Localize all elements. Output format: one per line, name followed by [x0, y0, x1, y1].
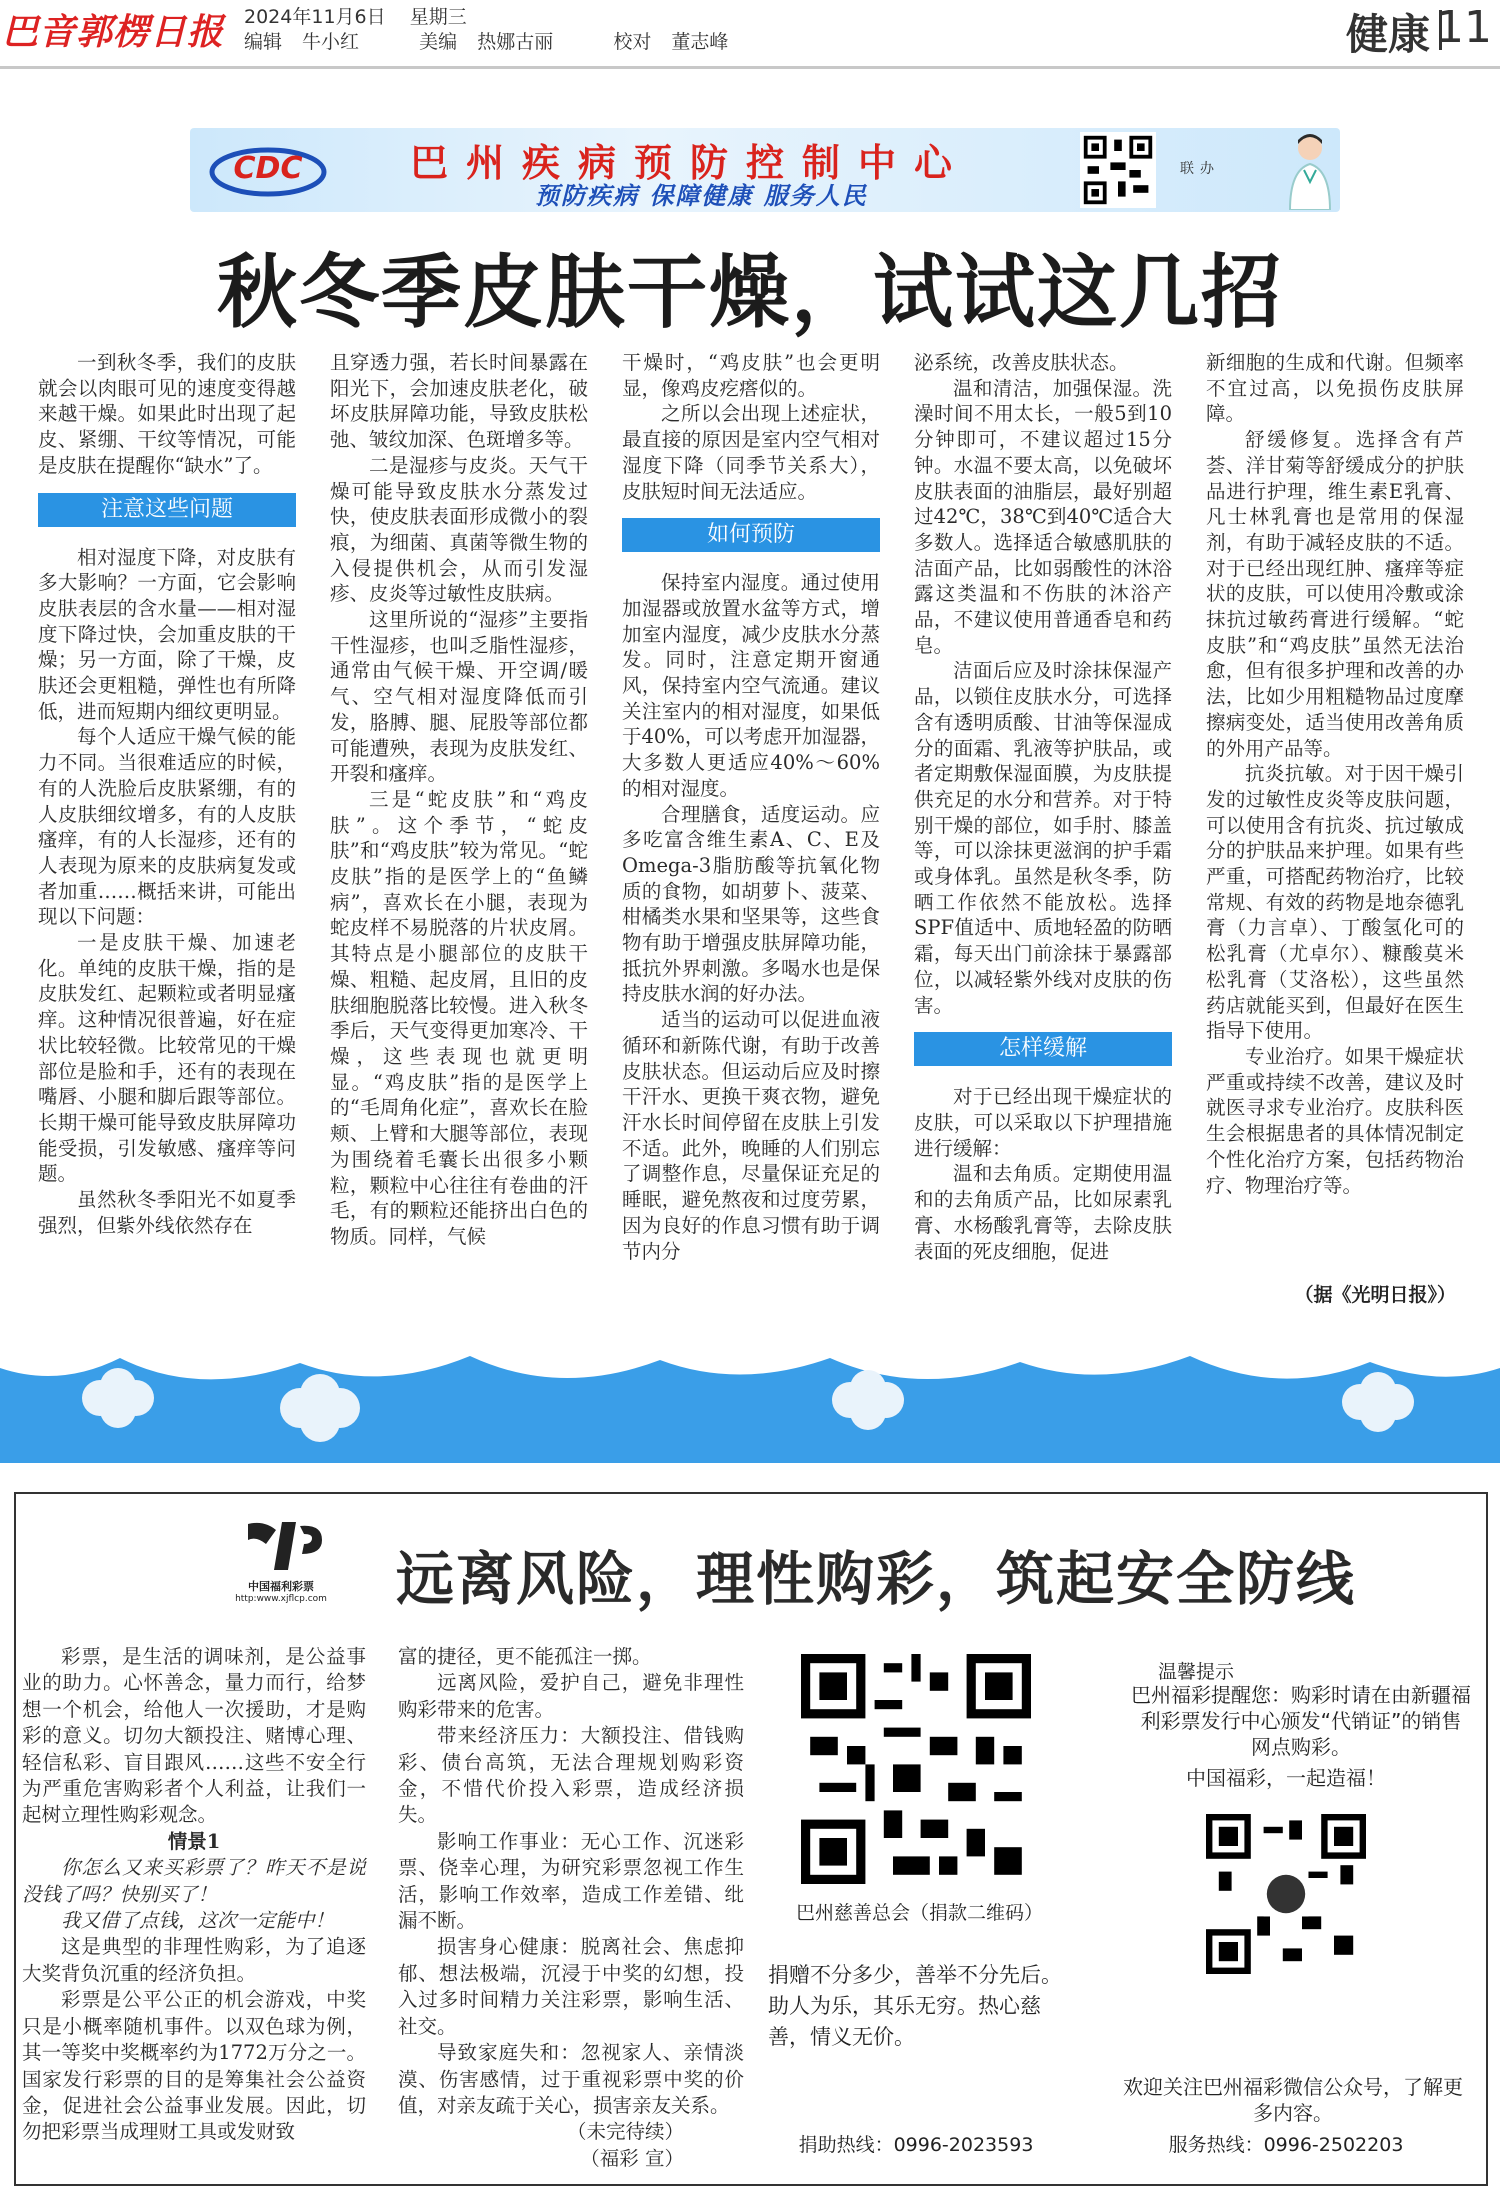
notice-title: 温馨提示: [1157, 1661, 1234, 1683]
paragraph: 舒缓修复。选择含有芦荟、洋甘菊等舒缓成分的护肤品进行护理，维生素E乳膏、凡士林乳膏也是常用的保湿剂，有助于减轻皮肤的不适。对于已经出现红肿、瘙痒等症状的皮肤，可以使用冷敷或涂抹抗过敏药膏进行缓解。“蛇皮肤”和“鸡皮肤”虽然无法治愈，但有很多护理和改善的办法，比如少用粗糙物品过度摩擦病变处，适当使用改善角质的外用产品等。: [1206, 428, 1464, 760]
lottery-logo-icon: [226, 1516, 336, 1576]
service-hotline: 服务热线：0996-2502203: [1168, 2134, 1404, 2156]
article-column-4: [914, 350, 1172, 1264]
paragraph: 泌系统，改善皮肤状态。: [914, 351, 1129, 374]
qr-code-icon: [1080, 132, 1156, 208]
source-credit: （据《光明日报》）: [1294, 1284, 1456, 1306]
nurse-illustration-icon: [1280, 130, 1340, 210]
paragraph: 对于已经出现干燥症状的皮肤，可以采取以下护理措施进行缓解：: [914, 1085, 1172, 1160]
issue-date: 2024年11月6日 星期三: [244, 6, 467, 28]
cloud-decoration: [0, 1328, 1500, 1463]
notice-slogan: 中国福彩，一起造福！: [1186, 1766, 1386, 1790]
paragraph: 影响工作事业：无心工作、沉迷彩票、侥幸心理，为研究彩票忽视工作生活，影响工作效率，造成工作差错、纰漏不断。: [398, 1829, 744, 1933]
donation-slogan: 捐赠不分多少，善举不分先后。助人为乐，其乐无穷。热心慈善，情义无价。: [768, 1963, 1062, 2049]
co-host-tag: 联办: [1180, 161, 1220, 177]
paragraph: 温和清洁，加强保湿。洗澡时间不用太长，一般5到10分钟即可，不建议超过15分钟。水温不要太高，以免破坏皮肤表面的油脂层，最好别超过42℃，38℃到40℃适合大多数人。选择适合敏感肌肤的洁面产品，比如弱酸性的沐浴露这类温和不伤肤的沐浴产品，不建议使用普通香皂和药皂。: [914, 376, 1172, 657]
paragraph: 这是典型的非理性购彩，为了追逐大奖背负沉重的经济负担。: [22, 1935, 366, 1985]
paragraph: 专业治疗。如果干燥症状严重或持续不改善，建议及时就医寻求专业治疗。皮肤科医生会根据患者的具体情况制定个性化治疗方案，包括药物治疗、物理治疗等。: [1206, 1044, 1464, 1197]
to-be-continued: （未完待续）: [566, 2120, 684, 2144]
wechat-qr-code-icon: [1206, 1814, 1366, 1974]
newspaper-logo: 巴音郭楞日报: [2, 11, 225, 53]
paragraph: 每个人适应干燥气候的能力不同。当很难适应的时候，有的人洗脸后皮肤紧绷，有的人皮肤细纹增多，有的人皮肤瘙痒，有的人长湿疹，还有的人表现为原来的皮肤病复发或者加重……概括来讲，可能出现以下问题：: [38, 725, 296, 929]
wechat-follow-text: 欢迎关注巴州福彩微信公众号，了解更多内容。: [1123, 2075, 1463, 2125]
welfare-lottery-logo: [226, 1516, 336, 1606]
donation-qr-code-icon: [801, 1654, 1031, 1884]
page-number: 11: [1436, 2, 1492, 53]
cdc-logo-icon: [208, 138, 328, 198]
subheading: 如何预防: [622, 518, 880, 552]
banner-slogan: 预防疾病 保障健康 服务人民: [535, 182, 868, 210]
paragraph: 相对湿度下降，对皮肤有多大影响？一方面，它会影响皮肤表层的含水量——相对湿度下降过快，会加重皮肤的干燥；另一方面，除了干燥，皮肤还会更粗糙，弹性也有所降低，进而短期内细纹更明显。: [38, 545, 296, 723]
article-column-2: [330, 350, 588, 1250]
paragraph: 远离风险，爱护自己，避免非理性购彩带来的危害。: [398, 1671, 744, 1721]
paragraph: 这里所说的“湿疹”主要指干性湿疹，也叫乏脂性湿疹，通常由气候干燥、开空调/暖气、空气相对湿度降低而引发，胳膊、腿、屁股等部位都可能遭殃，表现为皮肤发红、开裂和瘙痒。: [330, 608, 588, 786]
paragraph: 合理膳食，适度运动。应多吃富含维生素A、C、E及Omega-3脂肪酸等抗氧化物质的食物，如胡萝卜、菠菜、柑橘类水果和坚果等，这些食物有助于增强皮肤屏障功能，抵抗外界刺激。多喝水也是保持皮肤水润的好办法。: [622, 802, 880, 1006]
paragraph: 彩票，是生活的调味剂，是公益事业的助力。心怀善念，量力而行，给梦想一个机会，给他人一次援助，才是购彩的意义。切勿大额投注、赌博心理、轻信私彩、盲目跟风……这些不安全行为严重危害购彩者个人利益，让我们一起树立理性购彩观念。: [22, 1645, 366, 1827]
paragraph: 温和去角质。定期使用温和的去角质产品，比如尿素乳膏、水杨酸乳膏等，去除皮肤表面的死皮细胞，促进: [914, 1162, 1172, 1263]
lottery-headline: 远离风险，理性购彩，筑起安全防线: [396, 1545, 1357, 1613]
paragraph: 导致家庭失和：忽视家人、亲情淡漠、伤害感情，过于重视彩票中奖的价值，对亲友疏于关心，损害亲友关系。: [398, 2041, 744, 2117]
lottery-ad: [14, 1492, 1488, 2186]
paragraph: 保持室内湿度。通过使用加湿器或放置水盆等方式，增加室内湿度，减少皮肤水分蒸发。同时，注意定期开窗通风，保持室内空气流通。建议关注室内的相对湿度，如果低于40%，可以考虑开加湿器，大多数人更适应40%～60%的相对湿度。: [622, 571, 880, 800]
notice-body: 巴州福彩提醒您：购彩时请在由新疆福利彩票发行中心颁发“代销证”的销售网点购彩。: [1131, 1683, 1471, 1759]
article-column-3: [622, 350, 880, 1264]
article-column-5: [1206, 350, 1464, 1198]
paragraph: 带来经济压力：大额投注、借钱购彩、债台高筑，无法合理规划购彩资金，不惜代价投入彩票，造成经济损失。: [398, 1724, 744, 1827]
paragraph: 洁面后应及时涂抹保湿产品，以锁住皮肤水分，可选择含有透明质酸、甘油等保湿成分的面霜、乳液等护肤品，或者定期敷保湿面膜，为皮肤提供充足的水分和营养。对于特别干燥的部位，如手肘、膝盖等，可以涂抹更滋润的护手霜或身体乳。虽然是秋冬季，防晒工作依然不能放松。选择SPF值适中、质地轻盈的防晒霜，每天出门前涂抹于暴露部位，以减轻紫外线对皮肤的伤害。: [914, 659, 1172, 1017]
paragraph: 之所以会出现上述症状，最直接的原因是室内空气相对湿度下降（同季节关系大），皮肤短时间无法适应。: [622, 402, 880, 503]
dialogue-line: 我又借了点钱，这次一定能中！: [61, 1909, 335, 1933]
paragraph: 适当的运动可以促进血液循环和新陈代谢，有助于改善皮肤状态。但运动后应及时擦干汗水、更换干爽衣物，避免汗水长时间停留在皮肤上引发不适。此外，晚睡的人们别忘了调整作息，尽量保证充足的睡眠，避免熬夜和过度劳累，因为良好的作息习惯有助于调节内分: [622, 1008, 880, 1263]
paragraph: 新细胞的生成和代谢。但频率不宜过高，以免损伤皮肤屏障。: [1206, 351, 1464, 426]
logo-url: http:www.xjflcp.com: [235, 1594, 327, 1604]
paragraph: 且穿透力强，若长时间暴露在阳光下，会加速皮肤老化，破坏皮肤屏障功能，导致皮肤松弛、皱纹加深、色斑增多等。: [330, 351, 588, 452]
paragraph: 一是皮肤干燥、加速老化。单纯的皮肤干燥，指的是皮肤发红、起颗粒或者明显瘙痒。这种情况很普遍，好在症状比较轻微。比较常见的干燥部位是脸和手，还有的表现在嘴唇、小腿和脚后跟等部位。长期干燥可能导致皮肤屏障功能受损，引发敏感、瘙痒等问题。: [38, 931, 296, 1186]
article-column-1: [38, 350, 296, 1239]
paragraph: 损害身心健康：脱离社会、焦虑抑郁、想法极端，沉浸于中奖的幻想，投入过多时间精力关注彩票，影响生活、社交。: [398, 1935, 744, 2038]
donation-qr-caption: 巴州慈善总会（捐款二维码）: [796, 1902, 1044, 1924]
dialogue-line: 你怎么又来买彩票了？昨天不是说没钱了吗？快别买了！: [22, 1856, 366, 1906]
subheading: 怎样缓解: [914, 1032, 1172, 1066]
paragraph: 二是湿疹与皮炎。天气干燥可能导致皮肤水分蒸发过快，使皮肤表面形成微小的裂痕，为细菌、真菌等微生物的入侵提供机会，从而引发湿疹、皮炎等过敏性皮肤病。: [330, 453, 588, 606]
article-headline: 秋冬季皮肤干燥，试试这几招: [217, 246, 1283, 339]
logo-caption: 中国福利彩票: [248, 1580, 314, 1593]
subheading: 注意这些问题: [38, 493, 296, 527]
paragraph: 干燥时，“鸡皮肤”也会更明显，像鸡皮疙瘩似的。: [622, 351, 880, 400]
scene-heading: 情景1: [167, 1829, 221, 1853]
donation-hotline: 捐助热线：0996-2023593: [798, 2134, 1034, 2156]
paragraph: 一到秋冬季，我们的皮肤就会以肉眼可见的速度变得越来越干燥。如果此时出现了起皮、紧绷、干纹等情况，可能是皮肤在提醒你“缺水”了。: [38, 351, 296, 477]
section-name: 健康: [1345, 10, 1430, 59]
paragraph: 三是“蛇皮肤”和“鸡皮肤”。这个季节，“蛇皮肤”和“鸡皮肤”较为常见。“蛇皮肤”指的是医学上的“鱼鳞病”，喜欢长在小腿，表现为蛇皮样不易脱落的片状皮屑。其特点是小腿部位的皮肤干燥、粗糙、起皮屑，且旧的皮肤细胞脱落比较慢。进入秋冬季后，天气变得更加寒冷、干燥，这些表现也就更明显。“鸡皮肤”指的是医学上的“毛周角化症”，喜欢长在脸颊、上臂和大腿等部位，表现为围绕着毛囊长出很多小颗粒，颗粒中心往往有卷曲的汗毛，有的颗粒还能挤出白色的物质。同样，气候: [330, 787, 588, 1248]
staff-credits: 编辑 牛小红 美编 热娜古丽 校对 董志峰: [244, 31, 729, 53]
paragraph: 富的捷径，更不能孤注一掷。: [398, 1645, 652, 1668]
paragraph: 抗炎抗敏。对于因干燥引发的过敏性皮炎等皮肤问题，可以使用含有抗炎、抗过敏成分的护肤品来护理。如果有些严重，可搭配药物治疗，比较常规、有效的药物是地奈德乳膏（力言卓）、丁酸氢化可的松乳膏（尤卓尔）、糠酸莫米松乳膏（艾洛松），这些虽然药店就能买到，但最好在医生指导下使用。: [1206, 762, 1464, 1043]
lottery-column-1: [22, 1644, 366, 2146]
masthead: [0, 0, 1500, 69]
svg-text:CDC: CDC: [233, 151, 303, 186]
banner-title: 巴州疾病预防控制中心: [410, 141, 971, 185]
lottery-column-2: [398, 1644, 744, 2172]
paragraph: 虽然秋冬季阳光不如夏季强烈，但紫外线依然存在: [38, 1188, 296, 1237]
paragraph: 彩票是公平公正的机会游戏，中奖只是小概率随机事件。以双色球为例，其一等奖中奖概率约为1772万分之一。国家发行彩票的目的是筹集社会公益资金，促进社会公益事业发展。因此，切勿把彩票当成理财工具或发财致: [22, 1988, 366, 2144]
author-credit: （福彩 宣）: [580, 2146, 684, 2170]
cdc-banner: [190, 128, 1340, 212]
